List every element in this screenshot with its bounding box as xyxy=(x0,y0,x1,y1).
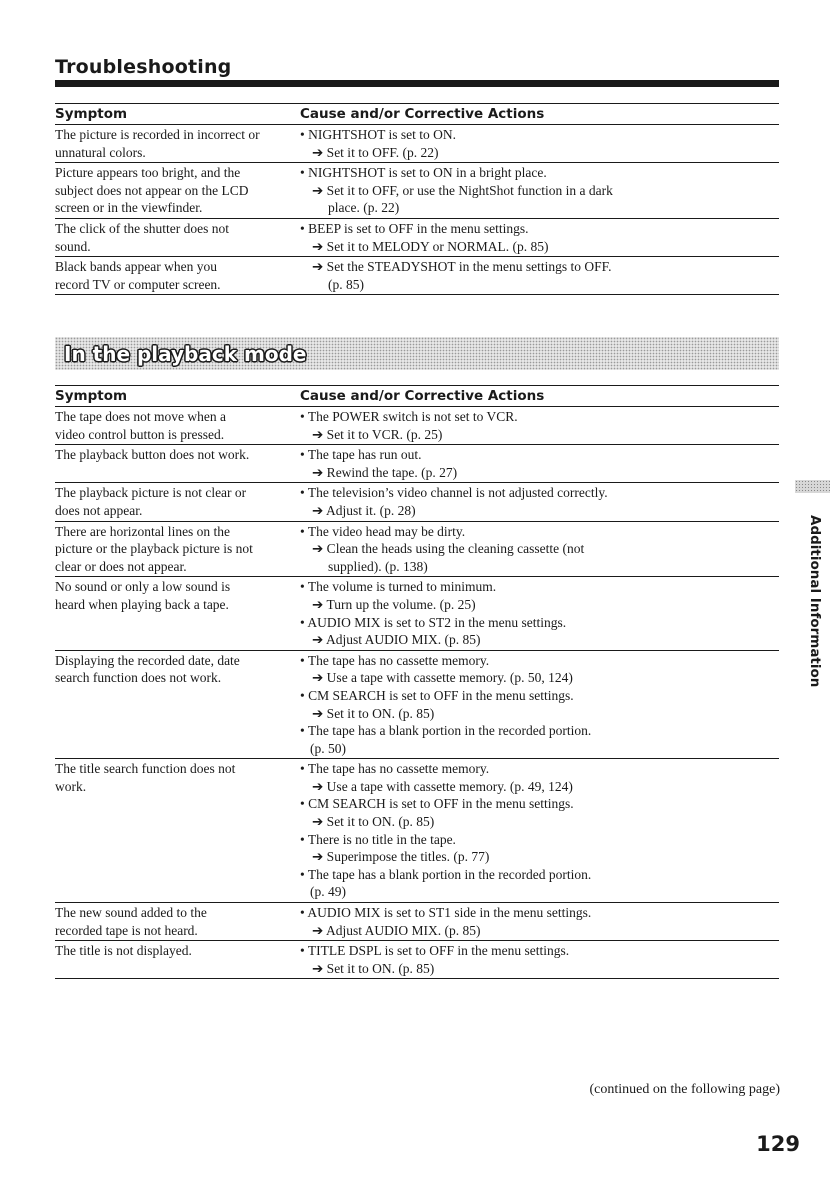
symptom-cell xyxy=(55,408,300,443)
side-tab-marker xyxy=(795,480,830,493)
symptom-line: recorded tape is not heard. xyxy=(55,922,198,938)
cause-cell xyxy=(300,220,779,255)
cause-item: • The volume is turned to minimum. xyxy=(300,579,497,595)
cause-item: • The television’s video channel is not adjusted correctly. xyxy=(300,485,608,501)
symptom-cell xyxy=(55,942,300,977)
corrective-action: ➔ Set the STEADYSHOT in the menu settings to OFF. xyxy=(312,259,612,275)
corrective-action: ➔ Adjust it. (p. 28) xyxy=(312,502,416,518)
cause-cell xyxy=(300,164,779,217)
cause-cell xyxy=(300,408,779,443)
symptom-line: The playback picture is not clear or xyxy=(55,485,247,501)
cause-cell xyxy=(300,523,779,576)
symptom-line: Picture appears too bright, and the xyxy=(55,165,241,181)
symptom-line: record TV or computer screen. xyxy=(55,276,221,292)
corrective-action: ➔ Superimpose the titles. (p. 77) xyxy=(312,849,490,865)
side-section-label: Additional Information xyxy=(807,515,823,688)
symptom-line: screen or in the viewfinder. xyxy=(55,200,203,216)
symptom-line: picture or the playback picture is not xyxy=(55,541,253,557)
cause-item: • The tape has a blank portion in the recorded portion. xyxy=(300,866,592,882)
symptom-cell xyxy=(55,760,300,901)
cause-item: • AUDIO MIX is set to ST2 in the menu settings. xyxy=(300,614,567,630)
symptom-cell xyxy=(55,258,300,293)
page-title: Troubleshooting xyxy=(55,56,232,78)
symptom-cell xyxy=(55,523,300,576)
symptom-line: subject does not appear on the LCD xyxy=(55,182,249,198)
symptom-header: Symptom xyxy=(55,106,128,122)
cause-item: • CM SEARCH is set to OFF in the menu settings. xyxy=(300,687,574,703)
cause-item: (p. 49) xyxy=(310,884,346,900)
table-row xyxy=(55,445,779,483)
table-row xyxy=(55,759,779,903)
symptom-line: Displaying the recorded date, date xyxy=(55,652,240,668)
symptom-cell xyxy=(55,164,300,217)
cause-header: Cause and/or Corrective Actions xyxy=(300,388,545,404)
table-row xyxy=(55,219,779,257)
corrective-action: place. (p. 22) xyxy=(328,200,400,216)
page-number: 129 xyxy=(756,1132,800,1156)
corrective-action: ➔ Adjust AUDIO MIX. (p. 85) xyxy=(312,632,481,648)
cause-item: • The tape has no cassette memory. xyxy=(300,761,490,777)
cause-cell xyxy=(300,484,779,519)
symptom-line: does not appear. xyxy=(55,502,143,518)
cause-cell xyxy=(300,258,779,293)
symptom-cell xyxy=(55,126,300,161)
title-rule xyxy=(55,80,779,87)
symptom-line: Black bands appear when you xyxy=(55,259,217,275)
corrective-action: ➔ Set it to VCR. (p. 25) xyxy=(312,426,443,442)
cause-cell xyxy=(300,446,779,481)
continued-note: (continued on the following page) xyxy=(589,1082,780,1097)
symptom-line: The picture is recorded in incorrect or xyxy=(55,127,260,142)
cause-item: • There is no title in the tape. xyxy=(300,831,456,847)
corrective-action: ➔ Rewind the tape. (p. 27) xyxy=(312,464,458,480)
symptom-cell xyxy=(55,220,300,255)
corrective-action: ➔ Set it to MELODY or NORMAL. (p. 85) xyxy=(312,238,549,254)
corrective-action: ➔ Set it to ON. (p. 85) xyxy=(312,705,435,721)
symptom-line: clear or does not appear. xyxy=(55,558,187,574)
table-row xyxy=(55,163,779,219)
cause-cell xyxy=(300,126,779,161)
table-row xyxy=(55,257,779,295)
recording-troubleshooting-table xyxy=(55,103,779,295)
cause-cell xyxy=(300,652,779,758)
cause-item: • CM SEARCH is set to OFF in the menu settings. xyxy=(300,796,574,812)
cause-cell xyxy=(300,942,779,977)
corrective-action: ➔ Set it to OFF. (p. 22) xyxy=(312,144,439,160)
corrective-action: ➔ Clean the heads using the cleaning cassette (not xyxy=(312,541,585,557)
symptom-line: The click of the shutter does not xyxy=(55,220,229,236)
cause-item: • The tape has no cassette memory. xyxy=(300,652,490,668)
table-row xyxy=(55,903,779,941)
table-row xyxy=(55,522,779,578)
symptom-line: The title search function does not xyxy=(55,761,236,777)
cause-item: • AUDIO MIX is set to ST1 side in the menu settings. xyxy=(300,905,592,921)
cause-item: • The tape has run out. xyxy=(300,447,422,463)
symptom-line: No sound or only a low sound is xyxy=(55,579,231,595)
corrective-action: ➔ Set it to ON. (p. 85) xyxy=(312,814,435,830)
cause-item: • NIGHTSHOT is set to ON. xyxy=(300,127,456,142)
table-body xyxy=(55,125,779,295)
corrective-action: ➔ Adjust AUDIO MIX. (p. 85) xyxy=(312,922,481,938)
cause-item: (p. 50) xyxy=(310,740,346,756)
symptom-line: The new sound added to the xyxy=(55,905,207,921)
symptom-line: video control button is pressed. xyxy=(55,426,225,442)
symptom-cell xyxy=(55,904,300,939)
symptom-line: search function does not work. xyxy=(55,670,222,686)
corrective-action: supplied). (p. 138) xyxy=(328,558,428,574)
table-row xyxy=(55,941,779,979)
symptom-line: The playback button does not work. xyxy=(55,447,250,463)
symptom-header: Symptom xyxy=(55,388,128,404)
symptom-line: work. xyxy=(55,778,87,794)
corrective-action: ➔ Use a tape with cassette memory. (p. 49, 124) xyxy=(312,778,573,794)
playback-troubleshooting-table xyxy=(55,385,779,979)
table-row xyxy=(55,407,779,445)
cause-item: • NIGHTSHOT is set to ON in a bright place. xyxy=(300,165,547,181)
cause-item: • The video head may be dirty. xyxy=(300,523,466,539)
symptom-line: unnatural colors. xyxy=(55,144,146,160)
symptom-cell xyxy=(55,446,300,481)
table-header xyxy=(55,385,779,407)
cause-header: Cause and/or Corrective Actions xyxy=(300,106,545,122)
table-row xyxy=(55,125,779,163)
mode-heading: In the playback mode xyxy=(64,342,307,366)
corrective-action: (p. 85) xyxy=(328,276,364,292)
cause-cell xyxy=(300,578,779,648)
symptom-line: The tape does not move when a xyxy=(55,409,226,424)
cause-item: • The POWER switch is not set to VCR. xyxy=(300,409,518,424)
cause-item: • TITLE DSPL is set to OFF in the menu settings. xyxy=(300,943,570,959)
corrective-action: ➔ Set it to ON. (p. 85) xyxy=(312,960,435,976)
corrective-action: ➔ Turn up the volume. (p. 25) xyxy=(312,596,476,612)
symptom-line: heard when playing back a tape. xyxy=(55,596,229,612)
table-row xyxy=(55,577,779,650)
cause-cell xyxy=(300,904,779,939)
table-row xyxy=(55,651,779,760)
symptom-cell xyxy=(55,484,300,519)
symptom-line: There are horizontal lines on the xyxy=(55,523,231,539)
corrective-action: ➔ Set it to OFF, or use the NightShot function in a dark xyxy=(312,182,613,198)
cause-item: • BEEP is set to OFF in the menu settings. xyxy=(300,220,529,236)
symptom-cell xyxy=(55,652,300,758)
table-row xyxy=(55,483,779,521)
symptom-cell xyxy=(55,578,300,648)
symptom-line: The title is not displayed. xyxy=(55,943,192,959)
table-header xyxy=(55,103,779,125)
cause-cell xyxy=(300,760,779,901)
table-body xyxy=(55,407,779,979)
symptom-line: sound. xyxy=(55,238,91,254)
corrective-action: ➔ Use a tape with cassette memory. (p. 50, 124) xyxy=(312,670,573,686)
cause-item: • The tape has a blank portion in the recorded portion. xyxy=(300,723,592,739)
